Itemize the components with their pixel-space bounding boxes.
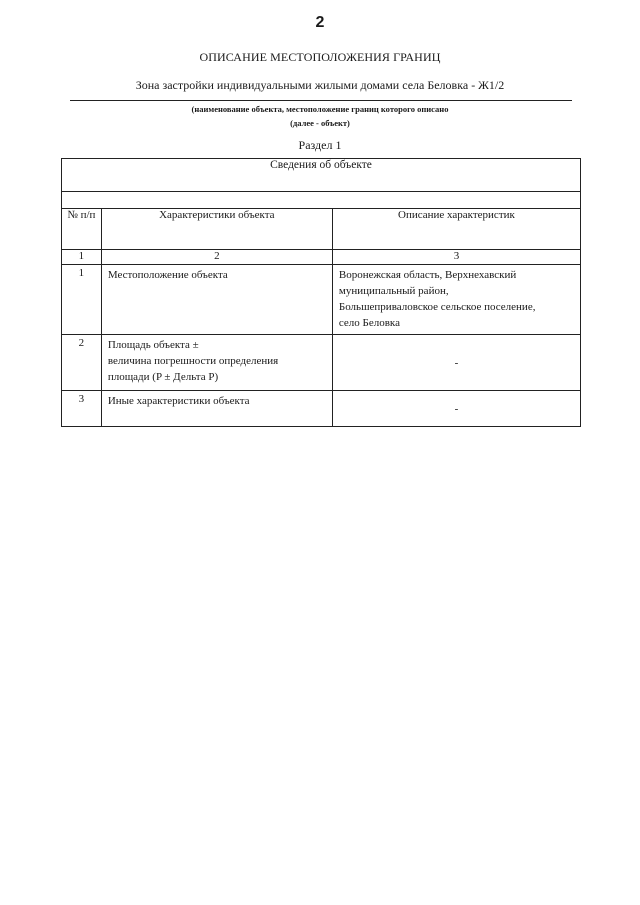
table-title: Сведения об объекте: [62, 159, 581, 192]
description-line: Большеприваловское сельское поселение,: [338, 301, 536, 313]
row-characteristic: [101, 335, 332, 391]
row-characteristic: [101, 391, 332, 427]
header-description: Описание характеристик: [332, 209, 580, 250]
characteristic-line: Местоположение объекта: [107, 269, 228, 281]
object-info-table: [61, 158, 581, 427]
row-num: 2: [62, 335, 102, 391]
row-description: -: [332, 335, 580, 391]
table-title-row: [62, 159, 581, 192]
description-line: Воронежская область, Верхнехавский: [338, 269, 517, 281]
section-label: Раздел 1: [298, 138, 342, 152]
characteristic-line: величина погрешности определения: [107, 355, 279, 367]
object-name-caption-line-1: (наименование объекта, местоположение границ которого описано: [191, 104, 449, 114]
description-line: муниципальный район,: [338, 285, 449, 297]
row-description: -: [332, 391, 580, 427]
object-name-underline: [70, 100, 572, 101]
row-num: 1: [62, 265, 102, 335]
characteristic-line: Иные характеристики объекта: [107, 395, 250, 407]
object-name-caption-line-2: (далее - объект): [290, 118, 350, 128]
object-name: Зона застройки индивидуальными жилыми домами села Беловка - Ж1/2: [135, 78, 505, 92]
table-spacer-row: [62, 192, 581, 209]
table-spacer-cell: [62, 192, 581, 209]
table-header-row: [62, 209, 581, 250]
characteristic-line: Площадь объекта ±: [107, 339, 199, 351]
description-line: село Беловка: [338, 317, 400, 329]
table-row: [62, 335, 581, 391]
column-number-1: 1: [62, 250, 102, 265]
row-num: 3: [62, 391, 102, 427]
header-num: № п/п: [62, 209, 102, 250]
column-number-row: [62, 250, 581, 265]
header-characteristic: Характеристики объекта: [101, 209, 332, 250]
characteristic-line: площади (P ± Дельта P): [107, 371, 219, 383]
table-row: [62, 265, 581, 335]
row-characteristic: [101, 265, 332, 335]
table-row: [62, 391, 581, 427]
column-number-3: 3: [332, 250, 580, 265]
row-description: [332, 265, 580, 335]
column-number-2: 2: [101, 250, 332, 265]
page-number: 2: [315, 14, 325, 31]
document-title: ОПИСАНИЕ МЕСТОПОЛОЖЕНИЯ ГРАНИЦ: [199, 50, 441, 64]
